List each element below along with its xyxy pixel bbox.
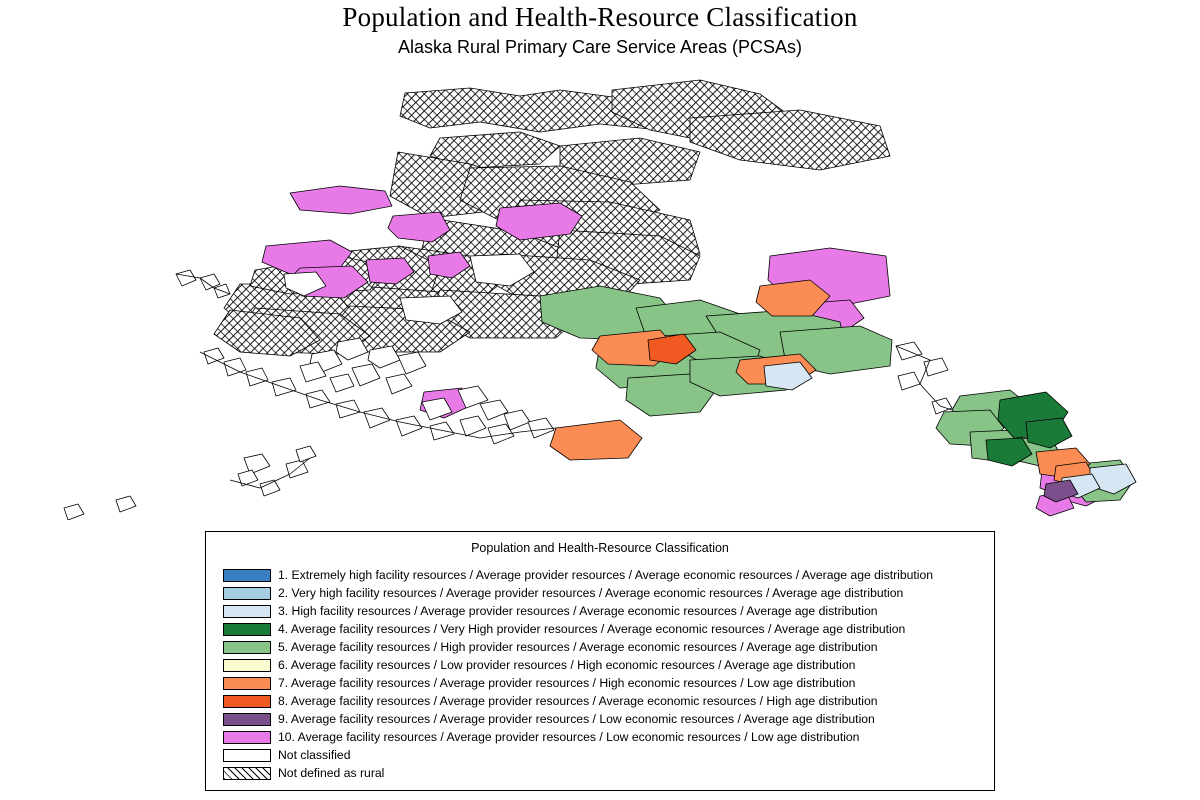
legend-item-label: 2. Very high facility resources / Average provider resources / Average economic resources / Average age distribution [278,586,904,600]
legend-swatch [223,569,271,582]
legend-swatch [223,731,271,744]
legend-item-label: 8. Average facility resources / Average provider resources / Average economic resources / High age distribution [278,694,878,708]
page-title: Population and Health-Resource Classification [342,2,858,32]
legend-swatch [223,587,271,600]
legend-item [223,674,994,692]
legend-item [223,746,994,764]
legend-panel [205,531,995,791]
legend-item-label: 3. High facility resources / Average provider resources / Average economic resources / Average age distribution [278,604,878,618]
legend-item-label: Not defined as rural [278,766,385,780]
legend-item [223,584,994,602]
legend-item-label: 4. Average facility resources / Very High provider resources / Average economic resources / Average age distribution [278,622,906,636]
legend-item [223,656,994,674]
legend-item [223,728,994,746]
legend-swatch [223,713,271,726]
legend-item-label: 7. Average facility resources / Average provider resources / High economic resources / Low age distribution [278,676,856,690]
legend-list [206,566,994,782]
legend-swatch [223,677,271,690]
legend-swatch [223,695,271,708]
legend-item [223,764,994,782]
alaska-pcsa-map [0,60,1200,520]
legend-item-label: 6. Average facility resources / Low provider resources / High economic resources / Average age distribution [278,658,856,672]
legend-item-label: 9. Average facility resources / Average provider resources / Low economic resources / Average age distribution [278,712,875,726]
legend-swatch [223,605,271,618]
page-subtitle: Alaska Rural Primary Care Service Areas (PCSAs) [397,37,803,57]
legend-item [223,692,994,710]
legend-swatch [223,659,271,672]
legend-item [223,620,994,638]
legend-item [223,566,994,584]
legend-item-label: Not classified [278,748,351,762]
legend-swatch [223,641,271,654]
legend-item [223,638,994,656]
legend-swatch [223,749,271,762]
legend-title: Population and Health-Resource Classification [471,541,729,555]
legend-item [223,602,994,620]
legend-item-label: 1. Extremely high facility resources / Average provider resources / Average economic resources / Average age distribution [278,568,934,582]
legend-item-label: 5. Average facility resources / High provider resources / Average economic resources / Average age distribution [278,640,878,654]
legend-item-label: 10. Average facility resources / Average provider resources / Low economic resources / Low age distribution [278,730,860,744]
legend-swatch [223,767,271,780]
legend-item [223,710,994,728]
legend-swatch [223,623,271,636]
